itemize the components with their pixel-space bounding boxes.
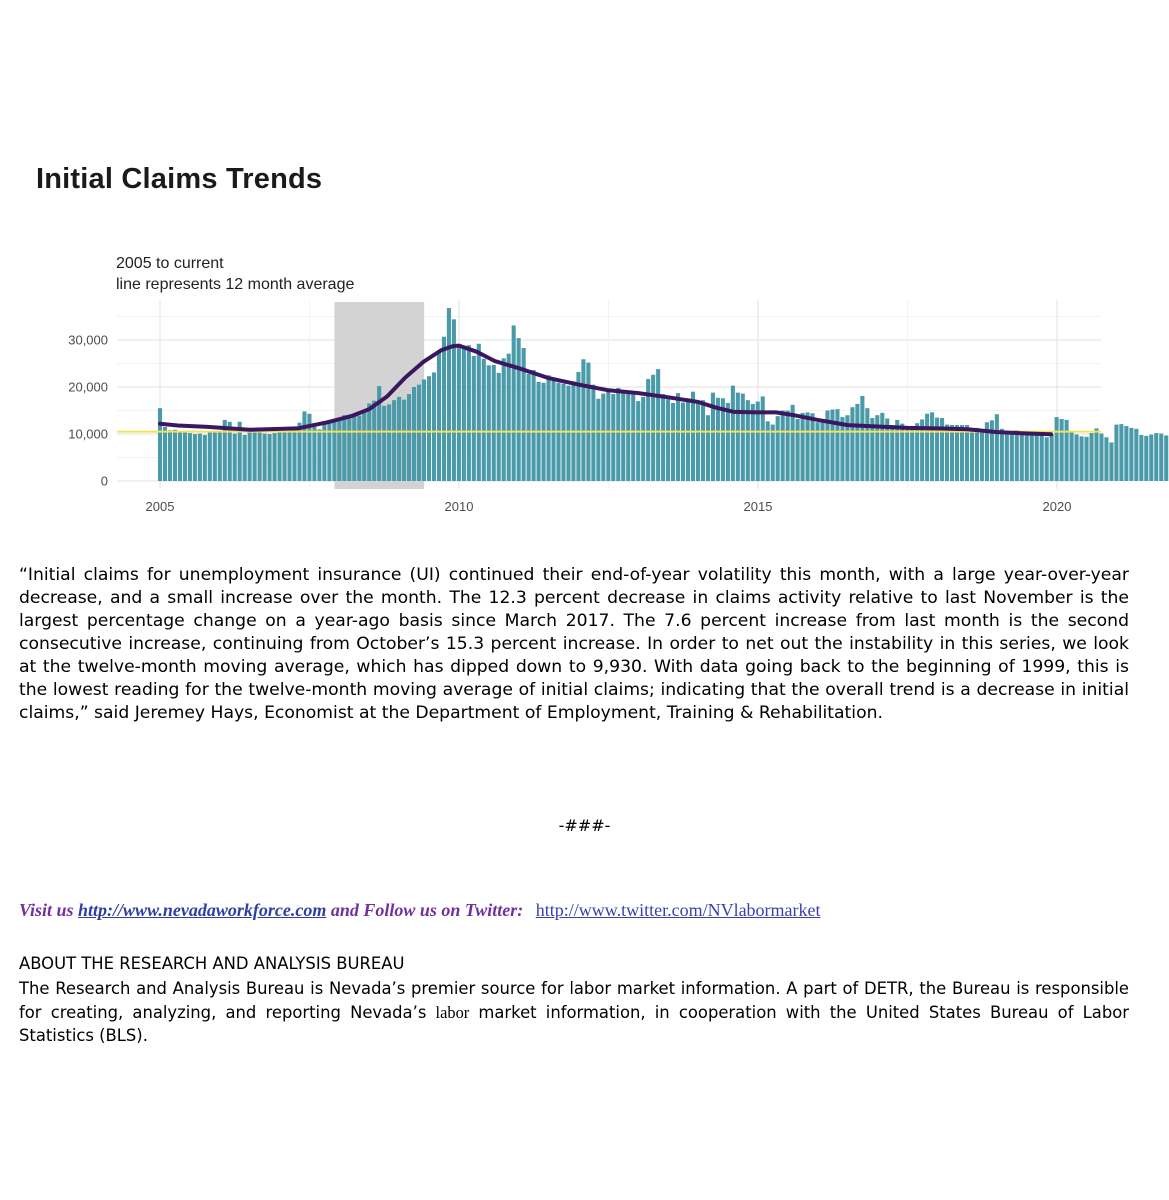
claims-bar — [447, 308, 451, 481]
claims-bar — [287, 432, 291, 481]
claims-bar — [611, 394, 615, 481]
claims-bar — [586, 363, 590, 481]
claims-bar — [282, 432, 286, 481]
claims-bar — [412, 387, 416, 481]
claims-bar — [462, 346, 466, 481]
claims-bar — [497, 373, 501, 481]
about-body-part-2: market information, in cooperation with the United States Bureau of Labor Statistics (BLS). — [19, 1002, 1129, 1045]
economist-quote: “Initial claims for unemployment insurance (UI) continued their end-of-year volatility this month, with a large year-over-year decrease, and a small increase over the month. The 12.3 percent decrease in claims activity relative to last November is the largest percentage change on a year-ago basis since March 2017. The 7.6 percent increase from last month is the second consecutive increase, continuing from October’s 15.3 percent increase. In order to net out the instability in this series, we look at the twelve-month moving average, which has dipped down to 9,930. With data going back to the beginning of 1999, this is the lowest reading for the twelve-month moving average of initial claims; indicating that the overall trend is a decrease in initial claims,” said Jeremey Hays, Economist at the Department of Employment, Training & Rehabilitation. — [19, 565, 1129, 723]
claims-bar — [776, 416, 780, 481]
claims-bar — [332, 420, 336, 481]
claims-bar — [1084, 437, 1088, 481]
claims-bar — [965, 425, 969, 481]
claims-bar — [930, 412, 934, 481]
claims-bar — [671, 403, 675, 481]
moving-average-line — [160, 346, 1051, 435]
claims-bar — [736, 393, 740, 481]
claims-bar — [372, 401, 376, 481]
claims-bar — [1109, 442, 1113, 481]
claims-bar — [960, 425, 964, 481]
claims-bar — [696, 402, 700, 481]
claims-bar — [517, 338, 521, 481]
claims-bar — [1134, 429, 1138, 481]
claims-bar — [741, 394, 745, 481]
claims-bar — [970, 428, 974, 481]
claims-bar — [551, 378, 555, 481]
claims-bar — [347, 417, 351, 481]
claims-bar — [1149, 434, 1153, 481]
claims-bar — [855, 404, 859, 481]
claims-bar — [482, 359, 486, 481]
x-tick-label: 2010 — [444, 499, 474, 514]
claims-bar — [641, 397, 645, 481]
claims-bar — [616, 388, 620, 481]
claims-bar — [850, 407, 854, 481]
claims-bar — [312, 427, 316, 481]
claims-bar — [1119, 424, 1123, 481]
claims-bar — [492, 365, 496, 481]
claims-bar — [581, 359, 585, 481]
claims-bar — [173, 430, 177, 481]
claims-bar — [701, 400, 705, 481]
claims-bar — [766, 421, 770, 481]
claims-bar — [686, 398, 690, 481]
claims-bar — [213, 432, 217, 481]
claims-bar — [527, 374, 531, 481]
claims-bar — [437, 351, 441, 481]
chart-title: Initial Claims Trends — [36, 163, 323, 195]
claims-bar — [621, 393, 625, 481]
claims-bar — [208, 432, 212, 481]
claims-bar — [1144, 436, 1148, 481]
claims-bar — [1050, 434, 1054, 481]
claims-bar — [188, 433, 192, 481]
claims-bar — [397, 397, 401, 481]
about-body — [19, 977, 1129, 1048]
chart-subtitle-line-2: line represents 12 month average — [116, 276, 355, 293]
chart-subtitle-line-1: 2005 to current — [116, 255, 224, 272]
claims-bar — [292, 429, 296, 481]
claims-bar — [576, 372, 580, 481]
claims-bar — [1025, 432, 1029, 481]
claims-bar — [835, 409, 839, 481]
claims-bar — [691, 392, 695, 481]
claims-bar — [910, 427, 914, 481]
x-tick-label: 2005 — [145, 499, 175, 514]
claims-bar — [636, 401, 640, 481]
claims-bar — [865, 408, 869, 481]
about-heading: ABOUT THE RESEARCH AND ANALYSIS BUREAU — [19, 954, 405, 973]
claims-bar — [811, 413, 815, 481]
claims-bar — [925, 414, 929, 481]
y-tick-label: 30,000 — [68, 332, 108, 348]
claims-bar — [1154, 433, 1158, 481]
website-link[interactable]: http://www.nevadaworkforce.com — [78, 900, 327, 920]
claims-bar — [302, 411, 306, 481]
claims-bar — [1075, 434, 1079, 481]
claims-bar — [487, 365, 491, 481]
claims-bar — [163, 427, 167, 481]
claims-bar — [1159, 434, 1163, 481]
visit-label: Visit us — [19, 900, 74, 920]
claims-bar — [158, 408, 162, 481]
claims-bar — [203, 435, 207, 481]
claims-bar — [218, 432, 222, 481]
claims-bar — [432, 372, 436, 481]
claims-bar — [1094, 428, 1098, 481]
claims-bar — [1099, 434, 1103, 481]
claims-bar — [233, 434, 237, 481]
visit-line — [19, 900, 821, 921]
claims-bar — [1139, 435, 1143, 481]
claims-bar — [606, 390, 610, 481]
claims-bar — [258, 433, 262, 481]
claims-bar — [198, 434, 202, 481]
claims-bar — [631, 393, 635, 481]
claims-bar — [781, 411, 785, 482]
claims-bar — [1040, 431, 1044, 481]
claims-bar — [1010, 433, 1014, 481]
claims-bar — [477, 344, 481, 481]
claims-bar — [601, 394, 605, 481]
claims-bar — [1114, 425, 1118, 481]
claims-bar — [263, 434, 267, 481]
claims-bar — [905, 427, 909, 481]
claims-bar — [547, 375, 551, 481]
claims-bar — [1070, 431, 1074, 481]
claims-bar — [467, 345, 471, 481]
claims-bar — [676, 393, 680, 481]
claims-bar — [337, 419, 341, 481]
claims-bar — [362, 411, 366, 481]
claims-bar — [427, 376, 431, 481]
claims-bar — [1164, 435, 1168, 481]
claims-bar — [407, 394, 411, 481]
claims-bar — [248, 432, 252, 481]
claims-bar — [457, 345, 461, 481]
claims-bar — [860, 396, 864, 481]
claims-bar — [193, 434, 197, 481]
claims-bar — [387, 404, 391, 481]
claims-bar — [382, 406, 386, 481]
initial-claims-chart — [0, 290, 1169, 530]
claims-bar — [596, 399, 600, 481]
claims-bar — [512, 325, 516, 481]
claims-bar — [761, 396, 765, 481]
about-body-part-1: The Research and Analysis Bureau is Nevada’s premier source for labor market information. A part of DETR, the Bureau is responsible for creating, analyzing, and reporting Nevada’s — [19, 979, 1129, 1022]
claims-bar — [532, 370, 536, 481]
claims-bar — [771, 425, 775, 481]
claims-bar — [273, 433, 277, 481]
claims-bar — [726, 403, 730, 481]
claims-bar — [1020, 432, 1024, 481]
chart-subtitle — [116, 253, 354, 295]
claims-bar — [1065, 420, 1069, 481]
claims-bar — [656, 369, 660, 481]
claims-bar — [1089, 433, 1093, 481]
claims-bar — [980, 433, 984, 481]
claims-bar — [327, 420, 331, 481]
claims-bar — [392, 400, 396, 481]
claims-bar — [626, 392, 630, 481]
claims-bar — [1045, 437, 1049, 481]
claims-bar — [367, 403, 371, 481]
claims-bar — [820, 420, 824, 481]
claims-bar — [995, 414, 999, 481]
claims-bar — [681, 403, 685, 481]
twitter-link[interactable]: http://www.twitter.com/NVlabormarket — [535, 900, 821, 920]
claims-bar — [502, 358, 506, 481]
claims-bar — [168, 430, 172, 481]
claims-bar — [661, 394, 665, 481]
claims-bar — [352, 416, 356, 481]
about-body-serif-word: labor — [435, 1002, 470, 1022]
claims-bar — [566, 386, 570, 481]
claims-bar — [806, 412, 810, 481]
claims-bar — [342, 415, 346, 481]
claims-bar — [890, 425, 894, 481]
claims-bar — [706, 415, 710, 481]
claims-bar — [1124, 426, 1128, 481]
claims-bar — [1035, 431, 1039, 481]
claims-bar — [357, 416, 361, 481]
claims-bar — [786, 411, 790, 482]
claims-bar — [253, 433, 257, 481]
claims-bar — [278, 432, 282, 481]
claims-bar — [1015, 430, 1019, 481]
claims-bar — [880, 413, 884, 481]
claims-bar — [1129, 428, 1133, 481]
x-tick-label: 2020 — [1042, 499, 1072, 514]
claims-bar — [731, 386, 735, 481]
claims-bar — [417, 385, 421, 481]
claims-bar — [178, 432, 182, 481]
claims-bar — [651, 375, 655, 481]
claims-bar — [801, 413, 805, 481]
claims-bar — [945, 425, 949, 481]
claims-bar — [1060, 419, 1064, 481]
claims-bar — [591, 385, 595, 481]
claims-bar — [1005, 432, 1009, 481]
claims-bar — [975, 428, 979, 481]
claims-bar — [840, 417, 844, 481]
claims-bar — [1000, 429, 1004, 481]
claims-bar — [402, 400, 406, 481]
y-tick-label: 20,000 — [68, 379, 108, 395]
claims-bar — [796, 419, 800, 481]
claims-bar — [751, 404, 755, 481]
y-tick-label: 10,000 — [68, 426, 108, 442]
claims-bar — [1055, 417, 1059, 481]
claims-bar — [183, 431, 187, 481]
claims-bar — [1104, 437, 1108, 481]
claims-bar — [317, 429, 321, 481]
claims-bar — [442, 337, 446, 481]
claims-bar — [322, 421, 326, 481]
claims-bar — [243, 435, 247, 481]
claims-bar — [507, 354, 511, 481]
claims-bar — [1030, 433, 1034, 481]
claims-bar — [452, 319, 456, 481]
x-tick-label: 2015 — [743, 499, 773, 514]
claims-bar — [1080, 436, 1084, 481]
claims-bar — [666, 399, 670, 481]
y-tick-label: 0 — [100, 473, 108, 489]
claims-bar — [268, 434, 272, 481]
claims-bar — [422, 379, 426, 481]
end-mark: -###- — [558, 816, 611, 835]
claims-bar — [472, 356, 476, 481]
claims-bar — [950, 425, 954, 481]
claims-bar — [955, 425, 959, 481]
follow-label: and Follow us on Twitter: — [330, 900, 524, 920]
